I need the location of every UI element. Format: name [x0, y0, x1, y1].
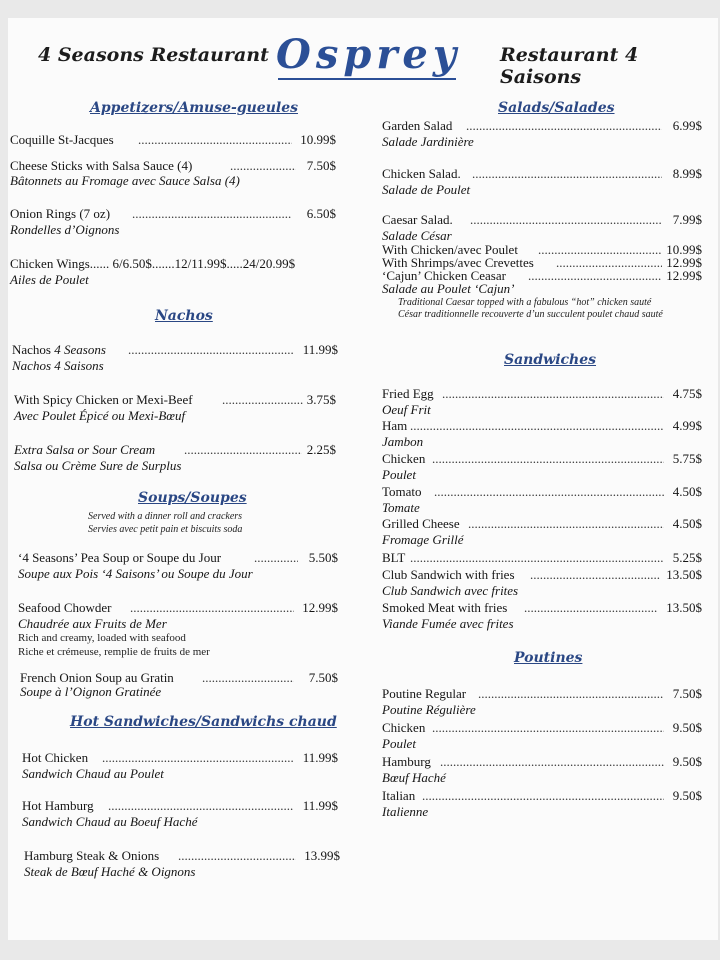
- header-left-title: 4 Seasons Restaurant: [38, 44, 269, 66]
- item-french-name: Poulet: [382, 736, 416, 751]
- item-name: Chicken: [382, 451, 426, 466]
- item-name: Hot Hamburg: [22, 798, 94, 813]
- cajun-french-name: Salade au Poulet ‘Cajun’: [382, 281, 515, 296]
- item-price: 10.99$: [300, 132, 336, 147]
- dot-leader: [524, 600, 658, 615]
- item-price: 11.99$: [302, 750, 338, 765]
- item-name: Tomato: [382, 484, 422, 499]
- item-french-name: Tomate: [382, 500, 420, 515]
- item-french-name: Oeuf Frit: [382, 402, 431, 417]
- section-title-poutines: Poutines: [514, 650, 583, 666]
- item-french-name: Poutine Régulière: [382, 702, 476, 717]
- item-name: Club Sandwich with fries: [382, 567, 515, 582]
- addon-name: ‘Cajun’ Chicken Ceasar: [382, 268, 506, 283]
- dot-leader: [222, 392, 304, 407]
- item-name: Cheese Sticks with Salsa Sauce (4): [10, 158, 193, 173]
- item-french-name: Avec Poulet Épicé ou Mexi-Bœuf: [14, 408, 186, 423]
- dot-leader: [254, 550, 298, 565]
- item-price: 12.99$: [302, 600, 338, 615]
- section-title-soups: Soups/Soupes: [138, 490, 247, 506]
- item-french-name: Ailes de Poulet: [10, 272, 89, 287]
- item-french-name: Viande Fumée avec frites: [382, 616, 514, 631]
- dot-leader: [422, 788, 664, 803]
- item-french-name: Chaudrée aux Fruits de Mer: [18, 616, 167, 631]
- dot-leader: [470, 212, 662, 227]
- item-price: 4.75$: [672, 386, 702, 401]
- item-name: Chicken: [382, 720, 426, 735]
- item-price: 7.50$: [672, 686, 702, 701]
- section-title-appetizers: Appetizers/Amuse-gueules: [90, 100, 298, 116]
- item-name: Hot Chicken: [22, 750, 89, 765]
- item-price: 6.50$: [306, 206, 336, 221]
- dot-leader: [434, 484, 664, 499]
- item-name: Grilled Cheese: [382, 516, 460, 531]
- item-name: BLT: [382, 550, 406, 565]
- dot-leader: [530, 567, 660, 582]
- item-name: With Spicy Chicken or Mexi-Beef: [14, 392, 193, 407]
- item-price: 9.50$: [672, 720, 702, 735]
- addon-price: 12.99$: [666, 268, 702, 283]
- dot-leader: [440, 754, 664, 769]
- dot-leader: [466, 118, 662, 133]
- item-name: Smoked Meat with fries: [382, 600, 508, 615]
- item-french-name: Fromage Grillé: [382, 532, 464, 547]
- section-title-salads: Salads/Salades: [498, 100, 615, 116]
- item-price: 4.50$: [672, 484, 702, 499]
- item-name: Garden Salad: [382, 118, 453, 133]
- item-name: Coquille St-Jacques: [10, 132, 114, 147]
- dot-leader: [478, 686, 664, 701]
- dot-leader: [132, 206, 292, 221]
- item-french-name: Club Sandwich avec frites: [382, 583, 519, 598]
- item-description-french: Riche et crémeuse, remplie de fruits de mer: [18, 646, 210, 658]
- dot-leader: [178, 848, 296, 863]
- item-price: 5.75$: [672, 451, 702, 466]
- item-french-name: Sandwich Chaud au Boeuf Haché: [22, 814, 198, 829]
- item-price: 11.99$: [302, 798, 338, 813]
- dot-leader: [128, 342, 294, 357]
- header-right-title: Restaurant 4 Saisons: [500, 44, 639, 88]
- item-french-name: Italienne: [382, 804, 429, 819]
- dot-leader: [528, 268, 662, 283]
- item-price: 2.25$: [306, 442, 336, 457]
- item-price: 9.50$: [672, 754, 702, 769]
- addon-price: 12.99$: [666, 255, 702, 270]
- item-french-name: Rondelles d’Oignons: [10, 222, 120, 237]
- section-title-sandwiches: Sandwiches: [504, 352, 597, 368]
- section-title-hot-sandwiches: Hot Sandwiches/Sandwichs chaud: [70, 714, 337, 730]
- item-price: 7.99$: [672, 212, 702, 227]
- item-price: 4.99$: [672, 418, 702, 433]
- dot-leader: [138, 132, 292, 147]
- caesar-note-english: Traditional Caesar topped with a fabulous “hot” chicken sauté: [398, 297, 652, 308]
- dot-leader: [108, 798, 294, 813]
- caesar-note-french: César traditionnelle recouverte d’un succulent poulet chaud sauté: [398, 309, 663, 320]
- item-price: 7.50$: [306, 158, 336, 173]
- item-price: 6.99$: [672, 118, 702, 133]
- item-french-name: Bâtonnets au Fromage avec Sauce Salsa (4): [10, 173, 240, 188]
- item-price: 3.75$: [306, 392, 336, 407]
- addon-name: With Shrimps/avec Crevettes: [382, 255, 534, 270]
- dot-leader: [102, 750, 294, 765]
- item-french-name: Salade César: [382, 228, 452, 243]
- dot-leader: [410, 550, 664, 565]
- item-french-name: Nachos 4 Saisons: [12, 358, 104, 373]
- item-french-name: Salade de Poulet: [382, 182, 471, 197]
- item-name: Hamburg: [382, 754, 431, 769]
- dot-leader: [442, 386, 664, 401]
- osprey-logo: Osprey: [276, 31, 462, 78]
- item-french-name: Salade Jardinière: [382, 134, 474, 149]
- item-french-name: Soupe aux Pois ‘4 Saisons’ ou Soupe du Jour: [18, 566, 253, 581]
- item-price: 13.99$: [304, 848, 340, 863]
- addon-price: 10.99$: [666, 242, 702, 257]
- section-title-nachos: Nachos: [155, 308, 213, 324]
- item-price: 13.50$: [666, 567, 702, 582]
- dot-leader: [468, 516, 664, 531]
- soups-note-english: Served with a dinner roll and crackers: [88, 511, 243, 522]
- item-french-name: Jambon: [382, 434, 424, 449]
- dot-leader: [410, 418, 664, 433]
- item-french-name: Sandwich Chaud au Poulet: [22, 766, 164, 781]
- item-french-name: Poulet: [382, 467, 416, 482]
- item-name: ‘4 Seasons’ Pea Soup or Soupe du Jour: [18, 550, 222, 565]
- item-french-name: Salsa ou Crème Sure de Surplus: [14, 458, 182, 473]
- item-french-name: Steak de Bœuf Haché & Oignons: [24, 864, 196, 879]
- menu-page: [8, 18, 718, 940]
- dot-leader: [230, 158, 296, 173]
- item-price: 4.50$: [672, 516, 702, 531]
- item-price: 13.50$: [666, 600, 702, 615]
- item-name: Nachos 4 Seasons: [12, 342, 106, 357]
- item-french-name: Bœuf Haché: [382, 770, 446, 785]
- item-name: Hamburg Steak & Onions: [24, 848, 160, 863]
- addon-name: With Chicken/avec Poulet: [382, 242, 518, 257]
- item-price: 5.50$: [308, 550, 338, 565]
- item-name: Fried Egg: [382, 386, 434, 401]
- logo-underline: [278, 78, 456, 80]
- item-price: 8.99$: [672, 166, 702, 181]
- item-name: Extra Salsa or Sour Cream: [14, 442, 156, 457]
- item-price: 9.50$: [672, 788, 702, 803]
- soups-note-french: Servies avec petit pain et biscuits soda: [88, 524, 243, 535]
- item-price: 11.99$: [302, 342, 338, 357]
- dot-leader: [432, 720, 664, 735]
- item-price: 5.25$: [672, 550, 702, 565]
- item-name: Poutine Regular: [382, 686, 467, 701]
- item-price: 7.50$: [308, 670, 338, 685]
- dot-leader: [130, 600, 294, 615]
- item-name: Seafood Chowder: [18, 600, 112, 615]
- item-name: Onion Rings (7 oz): [10, 206, 111, 221]
- dot-leader: [202, 670, 294, 685]
- item-name: Ham: [382, 418, 408, 433]
- item-name: Chicken Salad.: [382, 166, 461, 181]
- item-description-english: Rich and creamy, loaded with seafood: [18, 632, 186, 644]
- item-french-name: Soupe à l’Oignon Gratinée: [20, 684, 162, 699]
- item-name: Chicken Wings...... 6/6.50$.......12/11.99$.....24/20.99$: [10, 256, 296, 271]
- dot-leader: [184, 442, 302, 457]
- dot-leader: [432, 451, 664, 466]
- item-name: Caesar Salad.: [382, 212, 453, 227]
- item-name: Italian: [382, 788, 416, 803]
- dot-leader: [472, 166, 662, 181]
- item-name: French Onion Soup au Gratin: [20, 670, 174, 685]
